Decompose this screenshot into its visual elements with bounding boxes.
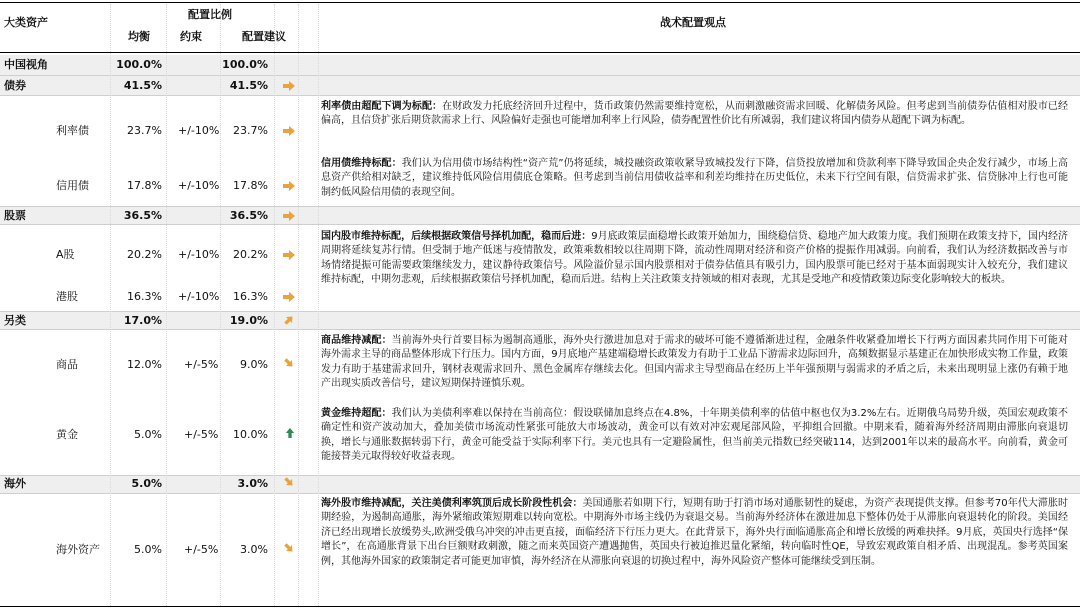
view-rate-bond-body: 在财政发力托底经济回升过程中，货币政策仍然需要维持宽松，从而刺激融资需求回暖、化解债务风险。但考虑到当前债券估值相对股市已经偏高，且信贷扩张后期贷款需求上行、风险偏好走强也可能增加利率上行风险，债券配置性价比有所减弱，我们建议将国内债券从超配下调为标配。 [321,101,1069,127]
row-commodity-recommended: 9.0% [240,358,268,371]
row-a-share-name: A股 [56,248,75,261]
row-china-balanced: 100.0% [116,58,162,71]
row-gold-balanced: 5.0% [134,428,162,441]
view-rate-bond-title: 利率债由超配下调为标配： [321,101,443,112]
row-equity-recommended: 36.5% [229,209,268,222]
view-gold [321,407,1068,465]
right-arrow-icon [283,126,295,136]
view-overseas [321,497,1068,569]
rule-7 [0,475,1080,476]
row-bond-balanced: 41.5% [123,79,162,92]
right-arrow-icon [283,81,295,91]
view-credit-bond-title: 信用债维持标配： [321,158,402,169]
header-recommended: 配置建议 [242,30,286,43]
down-right-arrow-icon [283,477,295,487]
col-sep-3 [220,4,221,606]
view-gold-title: 黄金维持超配： [321,408,392,419]
right-arrow-icon [283,211,295,221]
band-overseas [0,475,1080,493]
row-overseas-name: 海外 [4,477,26,490]
rule-6 [0,329,1080,330]
up-right-arrow-icon [283,315,295,325]
rule-3 [0,206,1080,207]
rule-1 [0,75,1080,76]
row-hk-share-balanced: 16.3% [127,290,162,303]
row-credit-bond-name: 信用债 [56,179,89,192]
up-arrow-icon [284,428,296,438]
header-rule [0,52,1080,53]
view-equity-title: 国内股市维持标配，后续根据政策信号择机加配，稳而后进： [321,231,592,242]
row-alt-name: 另类 [4,314,26,327]
row-a-share-recommended: 20.2% [233,248,268,261]
row-commodity-balanced: 12.0% [127,358,162,371]
view-equity [321,230,1068,288]
row-rate-bond-balanced: 23.7% [127,124,162,137]
header-allocation-ratio: 配置比例 [188,8,232,21]
row-commodity-constraint: +/-5% [184,358,219,371]
row-equity-name: 股票 [4,209,26,222]
top-rule [0,2,1080,3]
bottom-rule [0,606,1080,607]
view-overseas-body: 美国通胀若如期下行，短期有助于打消市场对通胀韧性的疑虑，为资产表现提供支撑。但参考70年代大滞胀时期经验，为遏制高通胀，海外紧缩政策短期难以转向宽松。中期海外市场主线仍为衰退交易。当前海外经济体在激进加息下整体仍处于从滞胀向衰退转化的阶段。美国经济已经出现增长放缓势头,欧洲受俄乌冲突的冲击更直接，面临经济下行压力更大。在此背景下，海外央行面临通胀高企和增长放缓的两难抉择。9月底，英国央行选择“保增长”，在高通胀背景下出台巨额财政刺激，随之而来英国资产遭遇抛售，英国央行被迫推迟量化紧缩，转向临时性QE，导致宏观政策自相矛盾、出现混乱。参考英国案例，其他海外国家的政策制定者可能更加审慎，海外经济在从滞胀向衰退的切换过程中，海外风险资产整体可能继续受到压制。 [321,498,1069,567]
row-a-share-constraint: +/-10% [178,248,220,261]
row-alt-recommended: 19.0% [229,314,268,327]
col-sep-4 [274,4,275,606]
row-bond-name: 债券 [4,79,26,92]
row-china-recommended: 100.0% [222,58,268,71]
row-credit-bond-balanced: 17.8% [127,179,162,192]
header-tactical-view: 战术配置观点 [660,16,726,29]
rule-4 [0,224,1080,225]
row-rate-bond-constraint: +/-10% [178,124,220,137]
row-a-share-balanced: 20.2% [127,248,162,261]
right-arrow-icon [283,292,295,302]
row-overseas-balanced: 5.0% [131,477,162,490]
col-sep-2 [166,4,167,606]
row-hk-share-constraint: +/-10% [178,290,220,303]
view-gold-body: 我们认为美债利率难以保持在当前高位：假设联储加息终点在4.8%，十年期美债利率的估值中枢也仅为3.2%左右。近期俄乌局势升级，英国宏观政策不确定性和资产波动加大，叠加美债市场流动性紧张可能放大市场波动，黄金可以有效对冲宏观尾部风险，平抑组合回撤。中期来看，随着海外经济周期由滞胀向衰退切换，增长与通胀数据转弱下行，黄金可能受益于实际利率下行。美元也具有一定避险属性，但当前美元指数已经突破114，达到2001年以来的最高水平。向前看，黄金可能接替美元取得较好收益表现。 [321,408,1069,463]
row-credit-bond-constraint: +/-10% [178,179,220,192]
row-bond-recommended: 41.5% [229,79,268,92]
view-commodity-body: 当前海外央行首要目标为遏制高通胀，海外央行激进加息对于需求的破坏可能不遵循渐进过程，金融条件收紧叠加增长下行两方面因素共同作用下可能对海外需求主导的商品整体形成下行压力。国内方面，9月底地产基建端稳增长政策发力有助于工业品下游需求边际回升，高频数据显示基建正在加快形成实物工作量，政策发力有助于基建需求回升，钢材表观需求回升、黑色金属库存继续去化。但国内需求主导型商品在经历上半年强预期与弱需求的矛盾之后，未来出现明显上涨仍有赖于地产出现实质改善信号，建议短期保持谨慎乐观。 [321,335,1068,390]
row-credit-bond-recommended: 17.8% [233,179,268,192]
right-arrow-icon [283,250,295,260]
view-commodity [321,334,1068,392]
row-gold-name: 黄金 [56,428,78,441]
row-commodity-name: 商品 [56,358,78,371]
col-sep-1 [110,4,111,606]
view-rate-bond [321,100,1068,129]
row-rate-bond-name: 利率债 [56,124,89,137]
row-gold-recommended: 10.0% [233,428,268,441]
header-constraint: 约束 [180,30,202,43]
row-overseas-assets-name: 海外资产 [56,543,100,556]
col-sep-6 [318,4,319,606]
rule-2 [0,95,1080,96]
row-overseas-assets-balanced: 5.0% [134,543,162,556]
row-hk-share-name: 港股 [56,290,78,303]
view-credit-bond [321,157,1068,200]
row-overseas-recommended: 3.0% [237,477,268,490]
view-credit-bond-body: 我们认为信用债市场结构性“资产荒”仍将延续，城投融资政策收紧导致城投发行下降，信贷投放增加和贷款利率下降导致国企央企发行减少，市场上高息资产供给相对缺乏，建议维持低风险信用债底仓策略。但考虑到当前信用债收益率和利差均维持在历史低位，未来下行空间有限，信贷需求扩张、信贷脉冲上行也可能制约低风险信用债的表现空间。 [321,158,1068,198]
row-hk-share-recommended: 16.3% [233,290,268,303]
view-overseas-title: 海外股市维持减配，关注美债利率筑顶后成长阶段性机会： [321,498,583,509]
row-overseas-assets-recommended: 3.0% [240,543,268,556]
down-right-arrow-icon [283,543,295,553]
row-rate-bond-recommended: 23.7% [233,124,268,137]
row-gold-constraint: +/-5% [184,428,219,441]
down-right-arrow-icon [283,358,295,368]
row-alt-balanced: 17.0% [123,314,162,327]
row-overseas-assets-constraint: +/-5% [184,543,219,556]
row-equity-balanced: 36.5% [123,209,162,222]
header-asset-class: 大类资产 [4,16,48,29]
col-sep-5 [298,4,299,606]
header-balanced: 均衡 [128,30,150,43]
view-equity-body: 9月底政策层面稳增长政策开始加力，围绕稳信贷、稳地产加大政策力度。我们预期在政策支持下，国内经济周期将延续复苏行情。但受制于地产低迷与疫情散发，政策乘数相较以往周期下降，流动性周期对经济和资产价格的提振作用减弱。向前看，我们认为经济数据改善与市场情绪提振可能需要政策继续发力，建议静待政策信号。风险溢价显示国内股票相对于债券估值具有吸引力，国内股票可能已经对于基本面弱现实计入较充分，我们建议维持标配，中期勿悲观，后续根据政策信号择机加配，稳而后进。结构上关注政策支持领域的相对表现，尤其是受地产和疫情政策边际变化影响较大的板块。 [321,231,1068,286]
band-alt [0,311,1080,329]
rule-8 [0,493,1080,494]
band-equity [0,206,1080,224]
row-china-name: 中国视角 [4,58,48,71]
rule-5 [0,311,1080,312]
right-arrow-icon [283,181,295,191]
view-commodity-title: 商品维持减配： [321,335,392,346]
